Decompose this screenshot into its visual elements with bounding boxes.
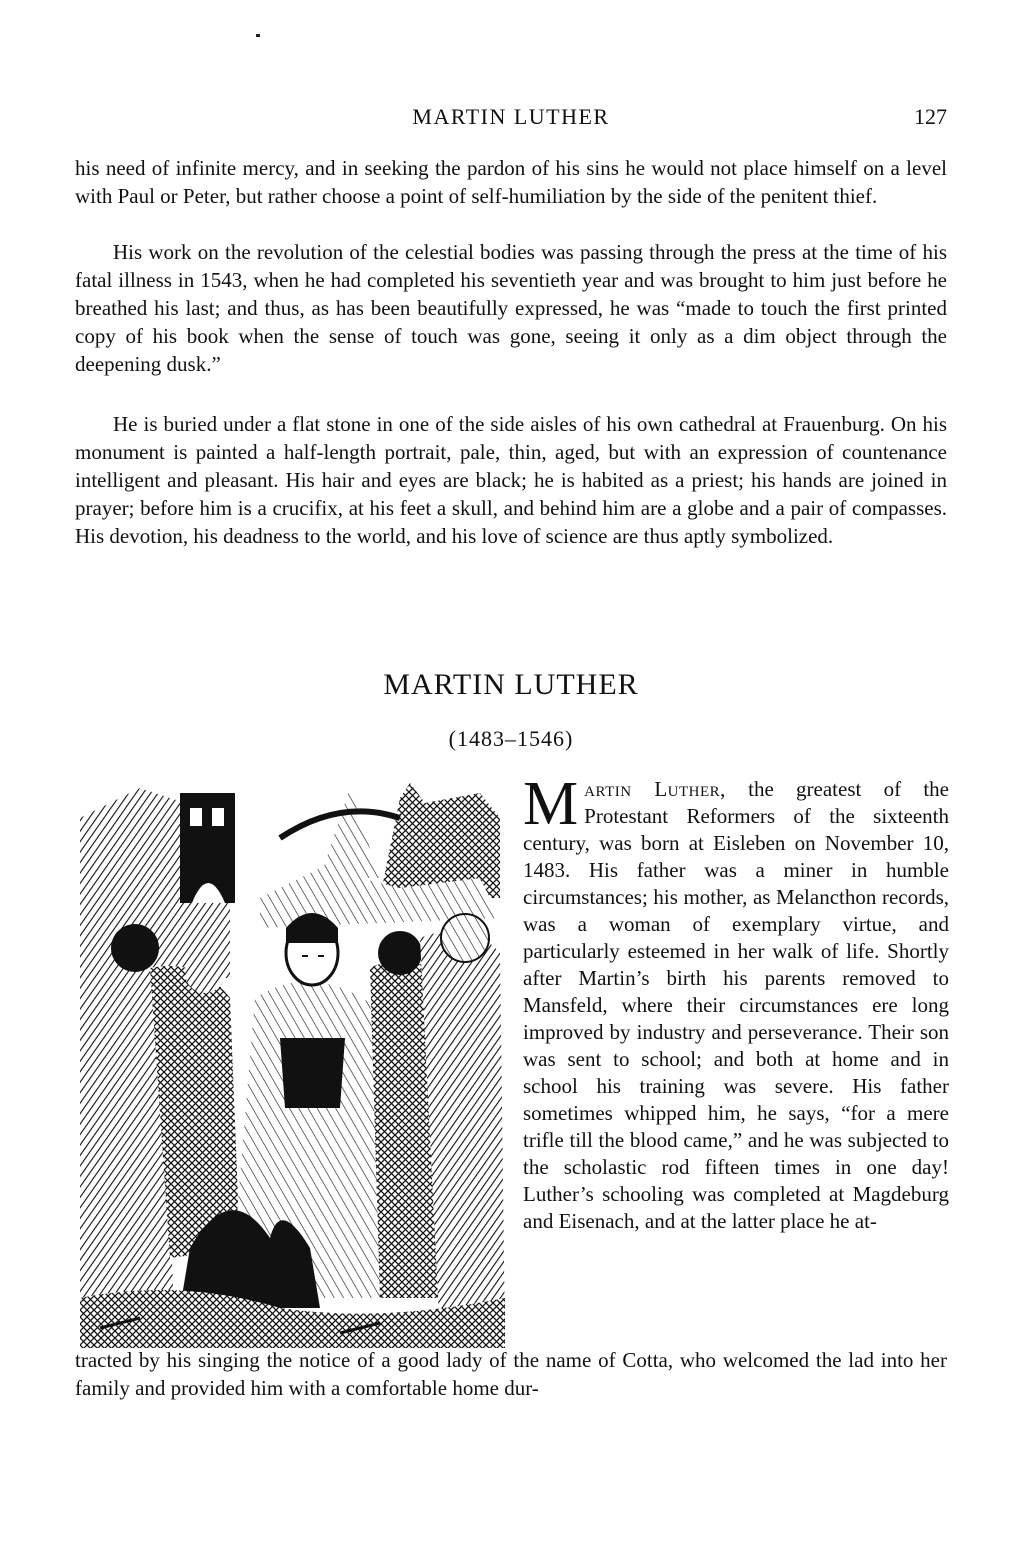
section-dates: (1483–1546)	[448, 726, 574, 751]
print-speck	[256, 34, 260, 37]
luther-biography-column	[523, 770, 949, 1235]
luther-woodcut-illustration	[80, 778, 505, 1348]
paragraph-copernicus-humility: his need of infinite mercy, and in seeking the pardon of his sins he would not place himself on a level with Paul or Peter, but rather choose a point of self-humiliation by the side of the penitent thief.	[75, 156, 947, 208]
luther-biography-text: the greatest of the Protestant Reformers of the sixteenth century, was born at Eisleben on November 10, 1483. His father was a miner in humble circumstances; his mother, as Melancthon records, was a woman of exemplary virtue, and particularly esteemed in her walk of life. Shortly after Martin’s birth his parents removed to Mansfeld, where their circumstances ere long improved by industry and perseverance. Their son was sent to school; and both at home and in school his training was severe. His father sometimes whipped him, he says, “for a mere trifle till the blood came,” and he was subjected to the scholastic rod fifteen times in one day! Luther’s schooling was completed at Magdeburg and Eisenach, and at the latter place he at-	[523, 777, 949, 1233]
paragraph-copernicus-book: His work on the revolution of the celestial bodies was passing through the press at the time of his fatal illness in 1543, when he had completed his seventieth year and was brought to him just before he breathed his last; and thus, as has been beautifully expressed, he was “made to touch the first printed copy of his book when the sense of touch was gone, seeing it only as a dim object through the deepening dusk.”	[75, 240, 947, 376]
luther-biography-continuation: tracted by his singing the notice of a good lady of the name of Cotta, who welcomed the lad into her family and provided him with a comfortable home dur-	[75, 1348, 947, 1400]
luther-opening-small-caps: artin Luther,	[584, 777, 726, 801]
woodcut-drawing	[80, 778, 505, 1348]
paragraph-copernicus-burial: He is buried under a flat stone in one of the side aisles of his own cathedral at Frauenburg. On his monument is painted a half-length portrait, pale, thin, aged, but with an expression of countenance intelligent and pleasant. His hair and eyes are black; he is habited as a priest; his hands are joined in prayer; before him is a crucifix, at his feet a skull, and behind him are a globe and a pair of compasses. His devotion, his deadness to the world, and his love of science are thus aptly symbolized.	[75, 412, 947, 548]
running-head	[75, 104, 947, 134]
page-number: 127	[914, 104, 947, 129]
section-title: MARTIN LUTHER	[383, 668, 639, 701]
drop-cap-letter: M	[523, 770, 579, 838]
running-head-title: MARTIN LUTHER	[412, 104, 610, 129]
